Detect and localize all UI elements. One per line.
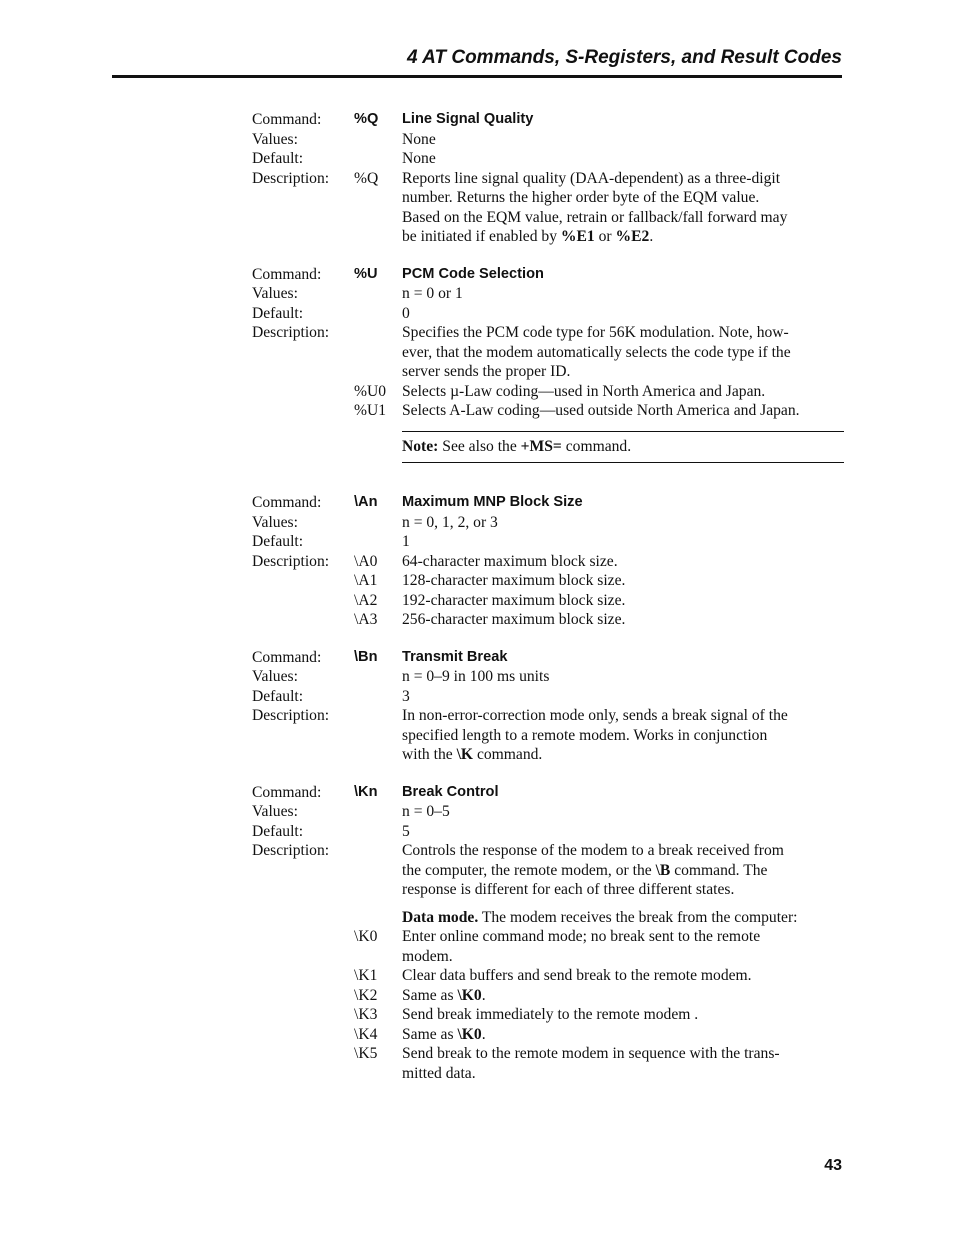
header-title: 4 AT Commands, S-Registers, and Result Codes xyxy=(407,47,842,68)
description-text: Controls the response of the modem to a break received from the computer, the remote modem, or the \B command. The response is different for each of three different states. xyxy=(402,842,784,898)
option-text: Selects A-Law coding—used outside North America and Japan. xyxy=(402,402,800,419)
description-text: Specifies the PCM code type for 56K modulation. Note, how- ever, that the modem automatically selects the code type if the server sends the proper ID. xyxy=(402,324,791,380)
command-title: Line Signal Quality xyxy=(402,111,534,127)
description-text: In non-error-correction mode only, sends a break signal of the specified length to a remote modem. Works in conjunction with the \K command. xyxy=(402,707,788,763)
option-row xyxy=(252,382,844,402)
label-values: Values: xyxy=(252,130,298,148)
option-code: \A2 xyxy=(354,591,378,609)
option-row xyxy=(252,1005,844,1025)
option-text: Send break immediately to the remote modem . xyxy=(402,1006,699,1023)
label-command: Command: xyxy=(252,111,322,128)
option-text: 256-character maximum block size. xyxy=(402,611,626,628)
label-description: Description: xyxy=(252,552,330,570)
command-code: %U xyxy=(354,265,378,282)
label-default: Default: xyxy=(252,304,304,322)
label-command: Command: xyxy=(252,494,322,511)
values-text: n = 0, 1, 2, or 3 xyxy=(402,513,498,531)
option-row xyxy=(252,1044,844,1083)
option-row xyxy=(252,927,844,966)
option-code: \K5 xyxy=(354,1045,378,1062)
command-k xyxy=(252,783,844,1084)
label-description: Description: xyxy=(252,842,330,859)
option-text: 128-character maximum block size. xyxy=(402,572,626,589)
label-description: Description: xyxy=(252,324,330,341)
default-text: 1 xyxy=(402,533,410,550)
option-code: \K1 xyxy=(354,967,378,984)
label-default: Default: xyxy=(252,687,304,705)
command-u xyxy=(252,265,844,464)
option-code: \A1 xyxy=(354,572,378,589)
option-row xyxy=(252,552,844,572)
label-values: Values: xyxy=(252,513,298,531)
label-default: Default: xyxy=(252,533,304,550)
values-text: n = 0 or 1 xyxy=(402,285,463,302)
values-text: n = 0–9 in 100 ms units xyxy=(402,668,550,685)
option-code: \K3 xyxy=(354,1006,378,1023)
option-code: \A3 xyxy=(354,611,378,628)
option-row xyxy=(252,610,844,630)
option-code: %U0 xyxy=(354,382,387,400)
command-a xyxy=(252,493,844,630)
values-text: n = 0–5 xyxy=(402,803,450,820)
command-title: Maximum MNP Block Size xyxy=(402,494,583,510)
option-text: Send break to the remote modem in sequence with the trans- mitted data. xyxy=(402,1045,780,1082)
option-code: %Q xyxy=(354,169,379,187)
label-command: Command: xyxy=(252,648,322,666)
option-text: 64-character maximum block size. xyxy=(402,552,618,570)
label-values: Values: xyxy=(252,668,298,685)
command-q xyxy=(252,110,844,247)
page-number: 43 xyxy=(824,1157,842,1174)
option-code: %U1 xyxy=(354,402,387,419)
option-code: \K4 xyxy=(354,1025,378,1043)
option-text: 192-character maximum block size. xyxy=(402,591,626,609)
default-text: 0 xyxy=(402,304,410,322)
command-code: %Q xyxy=(354,111,379,127)
data-mode-intro: Data mode. The modem receives the break from the computer: xyxy=(402,908,798,926)
command-code: \An xyxy=(354,494,378,510)
option-code: \K0 xyxy=(354,928,378,945)
note-label: Note: xyxy=(402,437,439,455)
command-list xyxy=(252,110,844,1083)
values-text: None xyxy=(402,130,436,148)
option-row xyxy=(252,591,844,611)
option-text: Same as \K0. xyxy=(402,1025,486,1043)
default-text: 3 xyxy=(402,687,410,705)
command-code: \Kn xyxy=(354,783,378,800)
option-row xyxy=(252,966,844,986)
command-b xyxy=(252,648,844,765)
option-code: \A0 xyxy=(354,552,378,570)
label-values: Values: xyxy=(252,803,298,820)
option-text: Clear data buffers and send break to the remote modem. xyxy=(402,967,752,984)
option-row xyxy=(252,1025,844,1045)
label-default: Default: xyxy=(252,822,304,840)
option-row xyxy=(252,571,844,591)
option-text: Selects µ-Law coding—used in North America and Japan. xyxy=(402,382,766,400)
default-text: 5 xyxy=(402,822,410,840)
option-row xyxy=(252,401,844,421)
command-code: \Bn xyxy=(354,648,378,665)
label-command: Command: xyxy=(252,265,322,283)
label-command: Command: xyxy=(252,783,322,801)
note-box: Note: See also the +MS= command. xyxy=(402,431,844,464)
label-default: Default: xyxy=(252,150,304,167)
command-title: Transmit Break xyxy=(402,648,508,665)
label-description: Description: xyxy=(252,707,330,724)
option-code: \K2 xyxy=(354,986,378,1004)
command-title: Break Control xyxy=(402,783,499,800)
option-text: Same as \K0. xyxy=(402,986,486,1004)
label-description: Description: xyxy=(252,169,330,187)
description-text: Reports line signal quality (DAA-dependent) as a three-digit number. Returns the higher order byte of the EQM value. Based on the EQM value, retrain or fallback/fall forward may be initiated if enabled by %E1 or %E2. xyxy=(402,169,788,245)
page-header xyxy=(112,47,842,78)
label-values: Values: xyxy=(252,285,298,302)
command-title: PCM Code Selection xyxy=(402,265,544,282)
option-row xyxy=(252,986,844,1006)
option-text: Enter online command mode; no break sent to the remote modem. xyxy=(402,928,761,965)
default-text: None xyxy=(402,150,436,167)
